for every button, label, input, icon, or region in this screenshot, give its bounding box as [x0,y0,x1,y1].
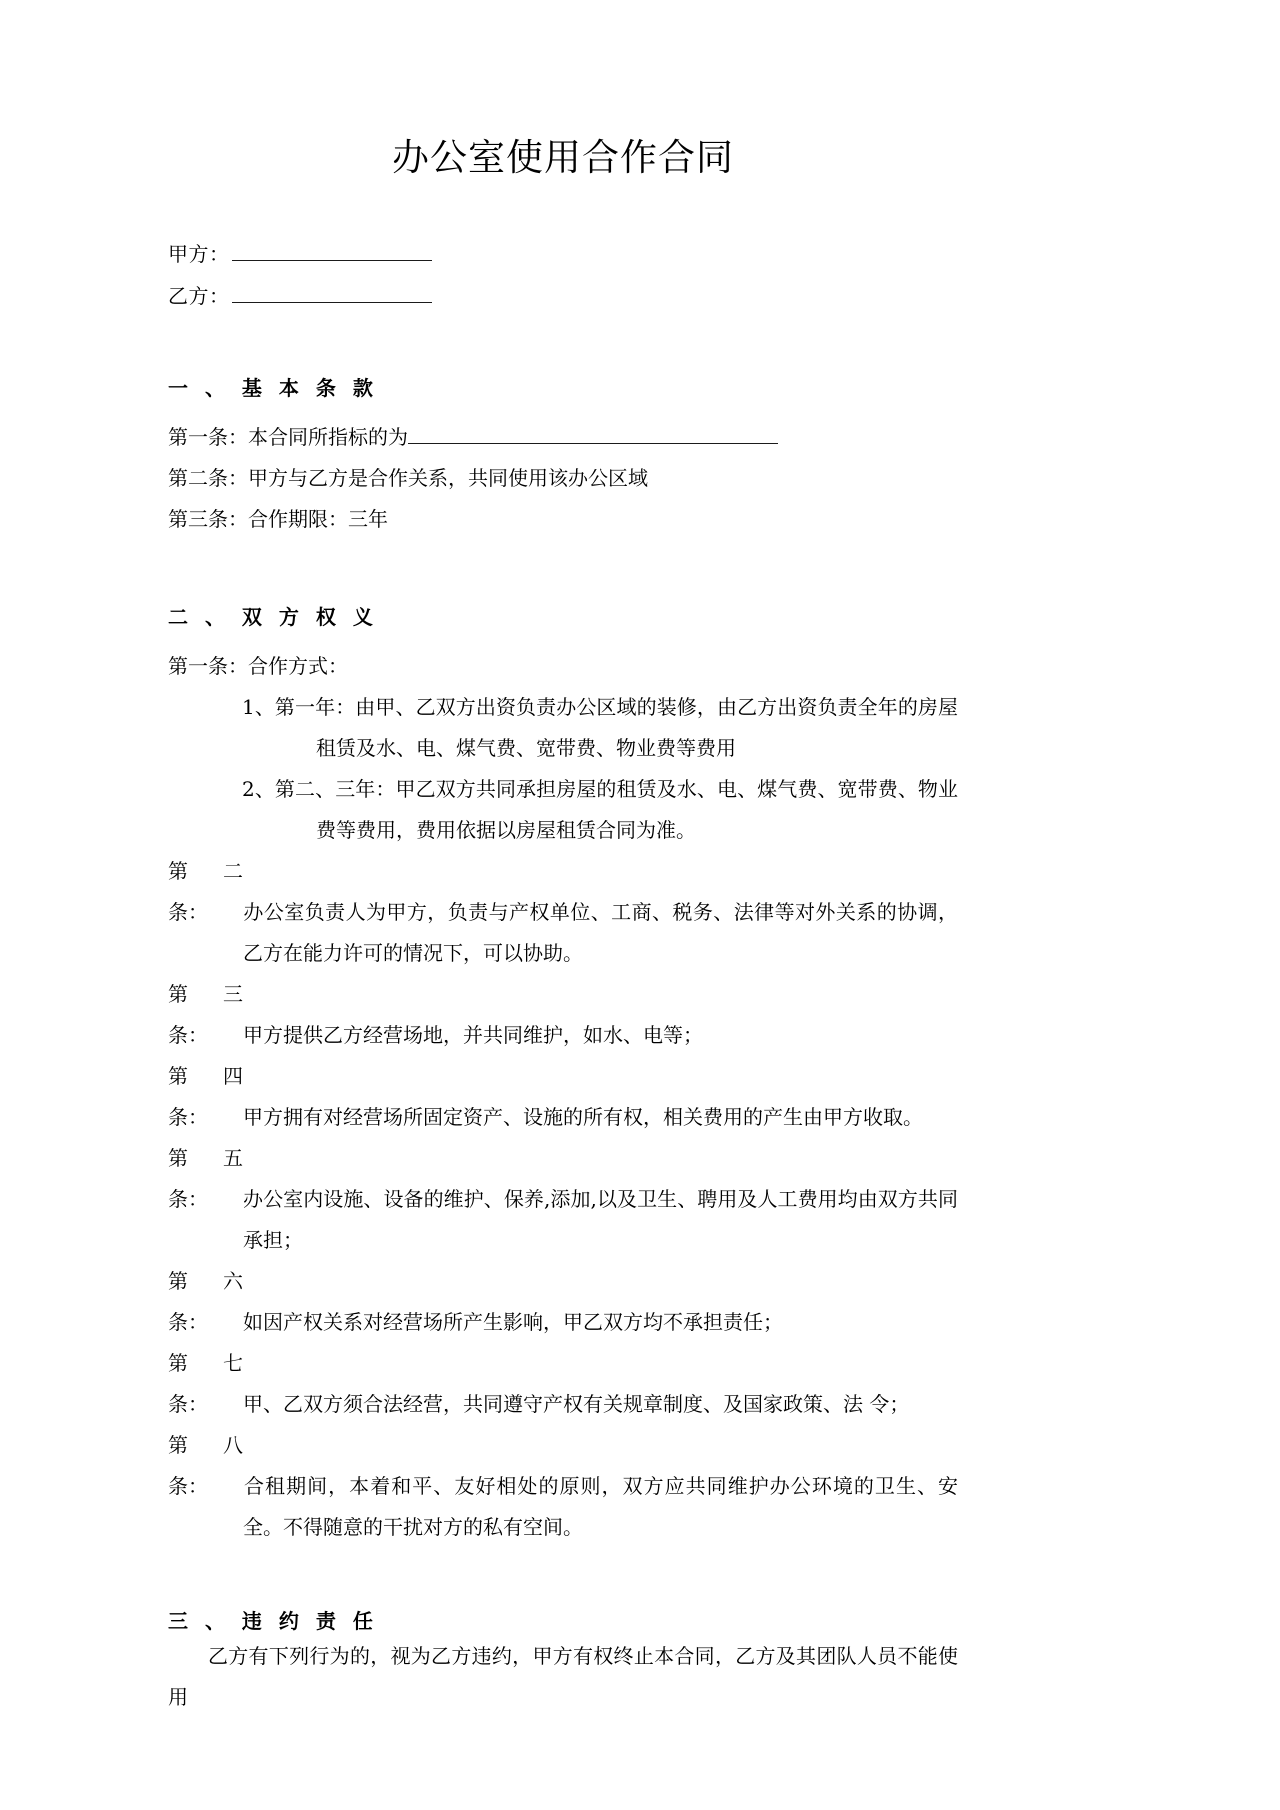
clause-1-1-text: 本合同所指标的为 [248,425,408,450]
party-label-first: 甲方： [168,242,230,267]
party-blank-second[interactable] [232,282,432,303]
clause-1-1-blank[interactable] [408,423,778,444]
clause-2-8-text: 合租期间，本着和平、友好相处的原则，双方应共同维护办公环境的卫生、安全。不得随意的干扰对方的私有空间。 [243,1474,958,1540]
clause-2-6 [168,1261,958,1343]
clause-2-8-label: 第八条： [168,1433,243,1499]
clause-2-4-text: 甲方拥有对经营场所固定资产、设施的所有权，相关费用的产生由甲方收取。 [243,1105,923,1130]
document-content [168,0,958,1718]
clause-2-7 [168,1343,958,1425]
breach-liability-paragraph: 乙方有下列行为的，视为乙方违约，甲方有权终止本合同，乙方及其团队人员不能使用 [168,1644,958,1710]
clause-2-2 [168,851,958,974]
subitem-2-2-text: 第二、三年：甲乙双方共同承担房屋的租赁及水、电、煤气费、宽带费、物业费等费用，费用依据以房屋租赁合同为准。 [274,777,959,843]
clause-1-3 [168,499,958,540]
party-block [168,233,958,317]
clause-2-7-label: 第七条： [168,1351,243,1417]
clause-2-6-text: 如因产权关系对经营场所产生影响，甲乙双方均不承担责任； [243,1310,783,1335]
clause-2-5-label: 第五条： [168,1146,243,1212]
clause-2-3-label: 第三条： [168,982,243,1048]
document-title: 办公室使用合作合同 [392,136,734,179]
clause-2-7-text: 甲、乙双方须合法经营，共同遵守产权有关规章制度、及国家政策、法 令； [243,1392,910,1417]
clause-1-1-label: 第一条： [168,425,248,450]
clause-2-5 [168,1138,958,1261]
section-heading-breach-liability: 三 、 违 约 责 任 [168,1609,378,1634]
clause-2-1-text: 合作方式： [248,654,348,679]
subitem-2-1-text: 第一年：由甲、乙双方出资负责办公区域的装修，由乙方出资负责全年的房屋租赁及水、电、煤气费、宽带费、物业费等费用 [274,695,959,761]
clause-2-4-label: 第四条： [168,1064,243,1130]
clause-2-3 [168,974,958,1056]
clause-2-8 [168,1425,958,1548]
party-blank-first[interactable] [232,240,432,261]
clause-1-3-label: 第三条： [168,507,248,532]
subitem-2-2 [168,769,958,851]
clause-2-1-label: 第一条： [168,654,248,679]
clause-1-2-label: 第二条： [168,466,248,491]
subitem-2-2-number: 2、 [242,777,275,802]
clause-1-1 [168,417,958,458]
subitem-2-1-number: 1、 [242,695,275,720]
clause-2-2-label: 第二条： [168,859,243,925]
clause-2-3-text: 甲方提供乙方经营场地，并共同维护，如水、电等； [243,1023,703,1048]
clause-2-5-text: 办公室内设施、设备的维护、保养,添加,以及卫生、聘用及人工费用均由双方共同承担； [243,1187,958,1253]
section-heading-mutual-rights: 二 、 双 方 权 义 [168,605,378,630]
clause-2-1 [168,646,958,687]
clause-2-2-text: 办公室负责人为甲方，负责与产权单位、工商、税务、法律等对外关系的协调，乙方在能力许可的情况下，可以协助。 [243,900,958,966]
clause-2-6-label: 第六条： [168,1269,243,1335]
clause-1-2 [168,458,958,499]
clause-2-4 [168,1056,958,1138]
party-line-first [168,233,958,275]
party-line-second [168,275,958,317]
clause-1-2-text: 甲方与乙方是合作关系，共同使用该办公区域 [248,466,648,491]
subitem-2-1 [168,687,958,769]
clause-1-3-text: 合作期限：三年 [248,507,388,532]
party-label-second: 乙方： [168,284,230,309]
section-heading-basic-terms: 一 、 基 本 条 款 [168,376,378,401]
